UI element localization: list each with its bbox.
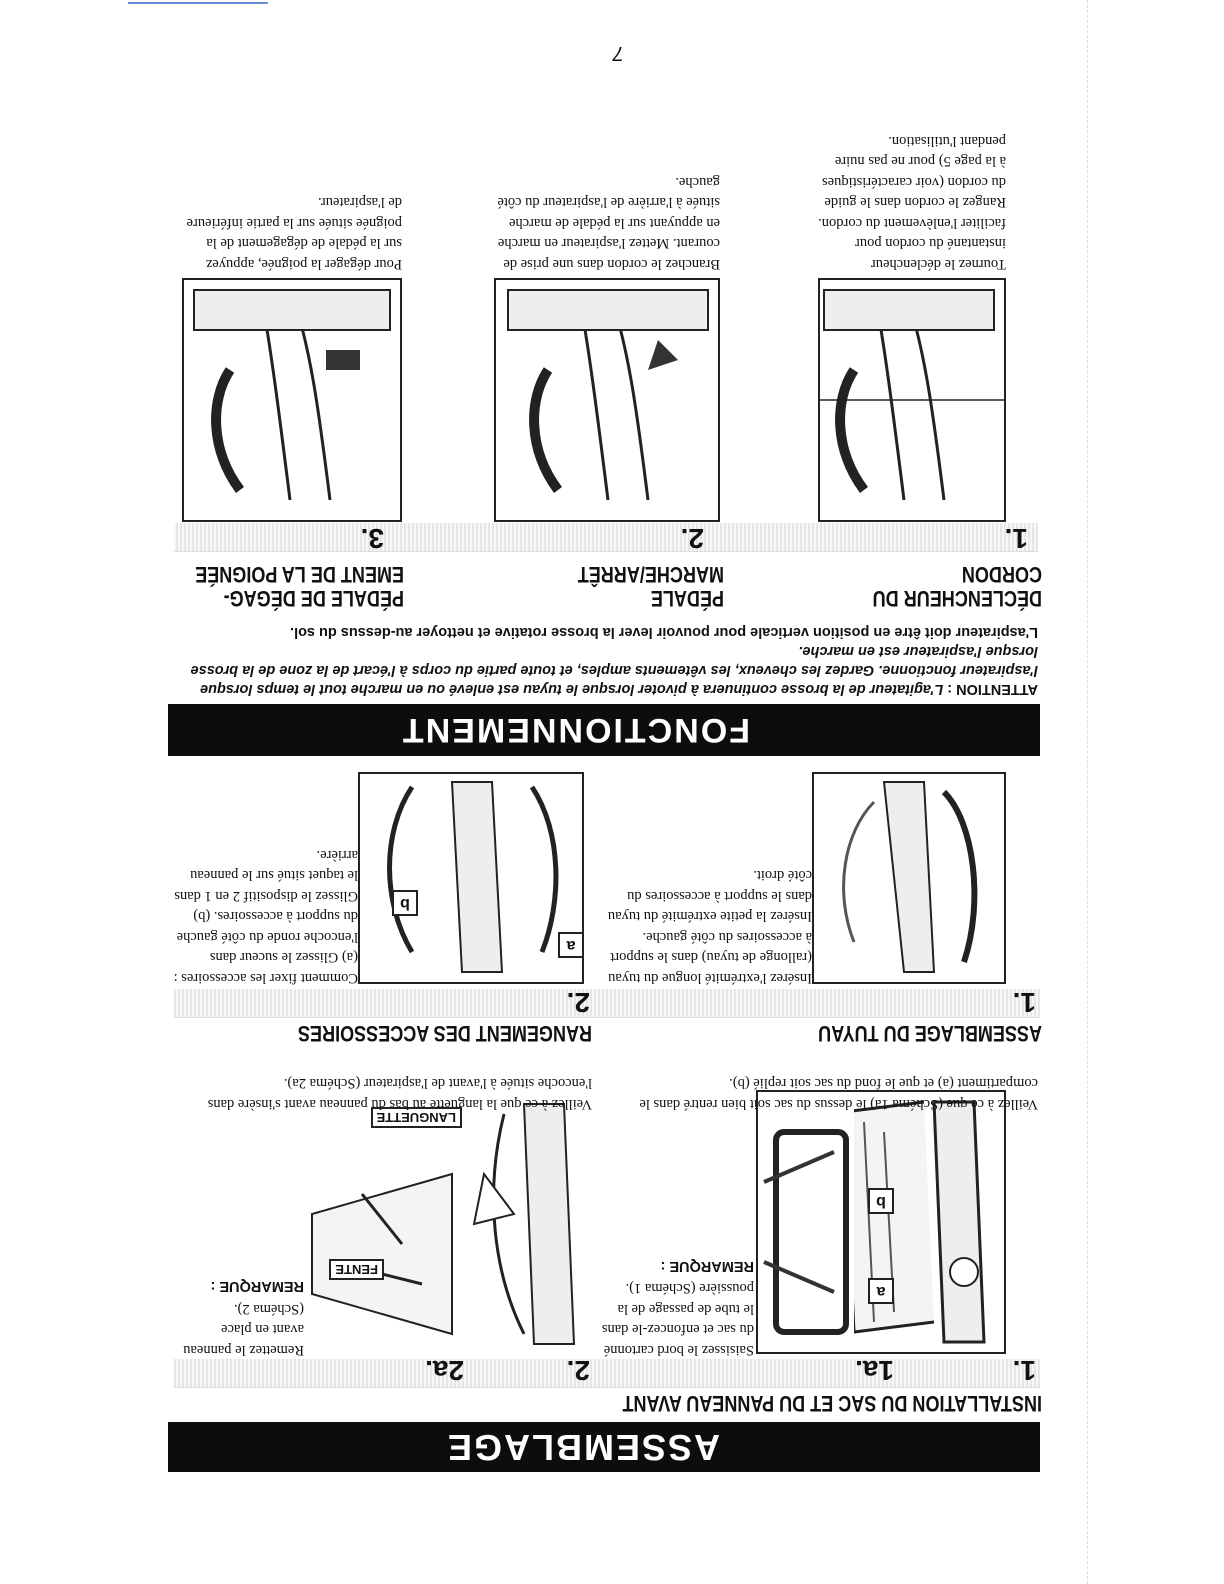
step-number: 1. [1004,523,1028,554]
step2-text: Remettez le panneau avant en place (Schéma 2). REMARQUE : [176,1276,304,1360]
scan-edge-mark [128,2,268,4]
figure-bag-detail [756,1090,854,1354]
assemblage-banner [168,1422,1040,1472]
fonctionnement-banner [168,704,1040,756]
figure-on-off-pedal [494,278,720,522]
accessories-step-text: Comment fixer les accessoires : (a) Glissez le suceur dans l'encoche ronde du côté gauche du support à accessoires. (b) Glissez le dispositif 2 en 1 dans le taquet situé sur le panneau arrière. [173,847,358,986]
figure-accessories [358,772,584,984]
languette-label: LANGUETTE [371,1107,462,1128]
front-panel-illustration [464,1094,584,1354]
attention-text-2: L'aspirateur doit être en position verticale pour pouvoir lever la brosse rotative et nettoyer au-dessus du sol. [290,624,1038,640]
on-off-pedal-heading: PÉDALE MARCHE/ARRÊT [577,562,724,611]
step-number: 3. [360,523,384,554]
hose-step-text: Insérez l'extrémité longue du tuyau (rallonge de tuyau) dans le support à accessoires du côté gauche. Insérez la petite extrémité du tuyau dans le support à accessoires du côté droit. [607,867,812,986]
note1-text: Veillez à ce que (Schéma 1a) le dessus du sac soit bien rentré dans le compartiment (a) et que le fond du sac soit replié (b). [639,1075,1038,1112]
step-number: 2. [680,523,704,554]
callout-b: b [392,890,418,916]
handle-release-heading: PÉDALE DE DÉGAG- EMENT DE LA POIGNÉE [195,562,404,611]
callout-b: b [868,1188,894,1214]
attention-notice: ATTENTION : L'agitateur de la brosse continuera à pivoter lorsque le tuyau est enlevé ou en marche tout le temps lorsque l'aspirateur fonctionne. Gardez les cheveux, les vêtements amples, et toute partie du corps à l'écart de la zone de la brosse lorsque l'aspirateur est en marche. L'aspirateur doit être en position verticale pour pouvoir lever la brosse rotative et nettoyer au-dessus du sol. [172,622,1038,698]
step-number-2: 2. [566,1355,590,1386]
attention-label: ATTENTION : [947,681,1038,697]
fonctionnement-title: FONCTIONNEMENT [400,711,750,750]
figure-cord-release [818,278,1006,522]
on-off-pedal-illustration [496,280,718,520]
hose-heading: ASSEMBLAGE DU TUYAU [818,1021,1042,1046]
step1-text: Saisissez le bord cartonné du sac et enfoncez-le dans le tube de passage de la poussière (Schéma 1). REMARQUE : [596,1256,754,1361]
scan-edge-line [1086,0,1088,1584]
fente-label: FENTE [329,1259,384,1280]
installation-heading: INSTALLATION DU SAC ET DU PANNEAU AVANT [622,1391,1042,1416]
step-number-1a: 1a. [855,1355,894,1386]
on-off-pedal-text: Branchez le cordon dans une prise de courant. Mettez l'aspirateur en marche en appuyant sur la pédale de marche située à l'arrière de l'aspirateur du côté gauche. [497,174,720,272]
hose-illustration [814,774,1004,982]
cord-release-text: Tournez le déclencheur instantané du cordon pour faciliter l'enlèvement du cordon. Rangez le cordon dans le guide du cordon (voir caractéristiques à la page 5) pour ne pas nuire pendant l'utilisation. [818,133,1006,272]
tab-slot-illustration [302,1154,462,1354]
step-number: 1. [1012,1355,1036,1386]
figure-hose [812,772,1006,984]
assemblage-title: ASSEMBLAGE [445,1427,720,1468]
accessories-heading: RANGEMENT DES ACCESSOIRES [297,1021,592,1046]
section-band [174,523,1038,552]
section-band [174,1359,1040,1388]
note-label: REMARQUE : [660,1258,754,1274]
bag-detail-illustration [758,1092,854,1352]
note2-label: REMARQUE : [210,1278,304,1295]
step-number: 2. [566,987,590,1018]
figure-tab-slot [302,1154,462,1354]
callout-a: a [868,1278,894,1304]
figure-front-panel [464,1094,584,1354]
page-number: 7 [612,42,624,64]
cord-release-illustration [820,280,1004,520]
accessories-illustration [360,774,582,982]
figure-handle-release [182,278,402,522]
handle-release-text: Pour dégager la poignée, appuyez sur la pédale de dégagement de la poignée située sur la partie inférieure de l'aspirateur. [186,194,402,272]
cord-release-heading: DÉCLENCHEUR DU CORDON [872,562,1042,611]
step-number-2a: 2a. [425,1355,464,1386]
handle-release-illustration [184,280,400,520]
note2-text: Veillez à ce que la languette au bas du panneau avant s'insère dans l'encoche située à l'avant de l'aspirateur (Schéma 2a). [207,1075,592,1112]
section-band [174,989,1040,1018]
callout-a: a [558,932,584,958]
step-number: 1. [1012,987,1036,1018]
